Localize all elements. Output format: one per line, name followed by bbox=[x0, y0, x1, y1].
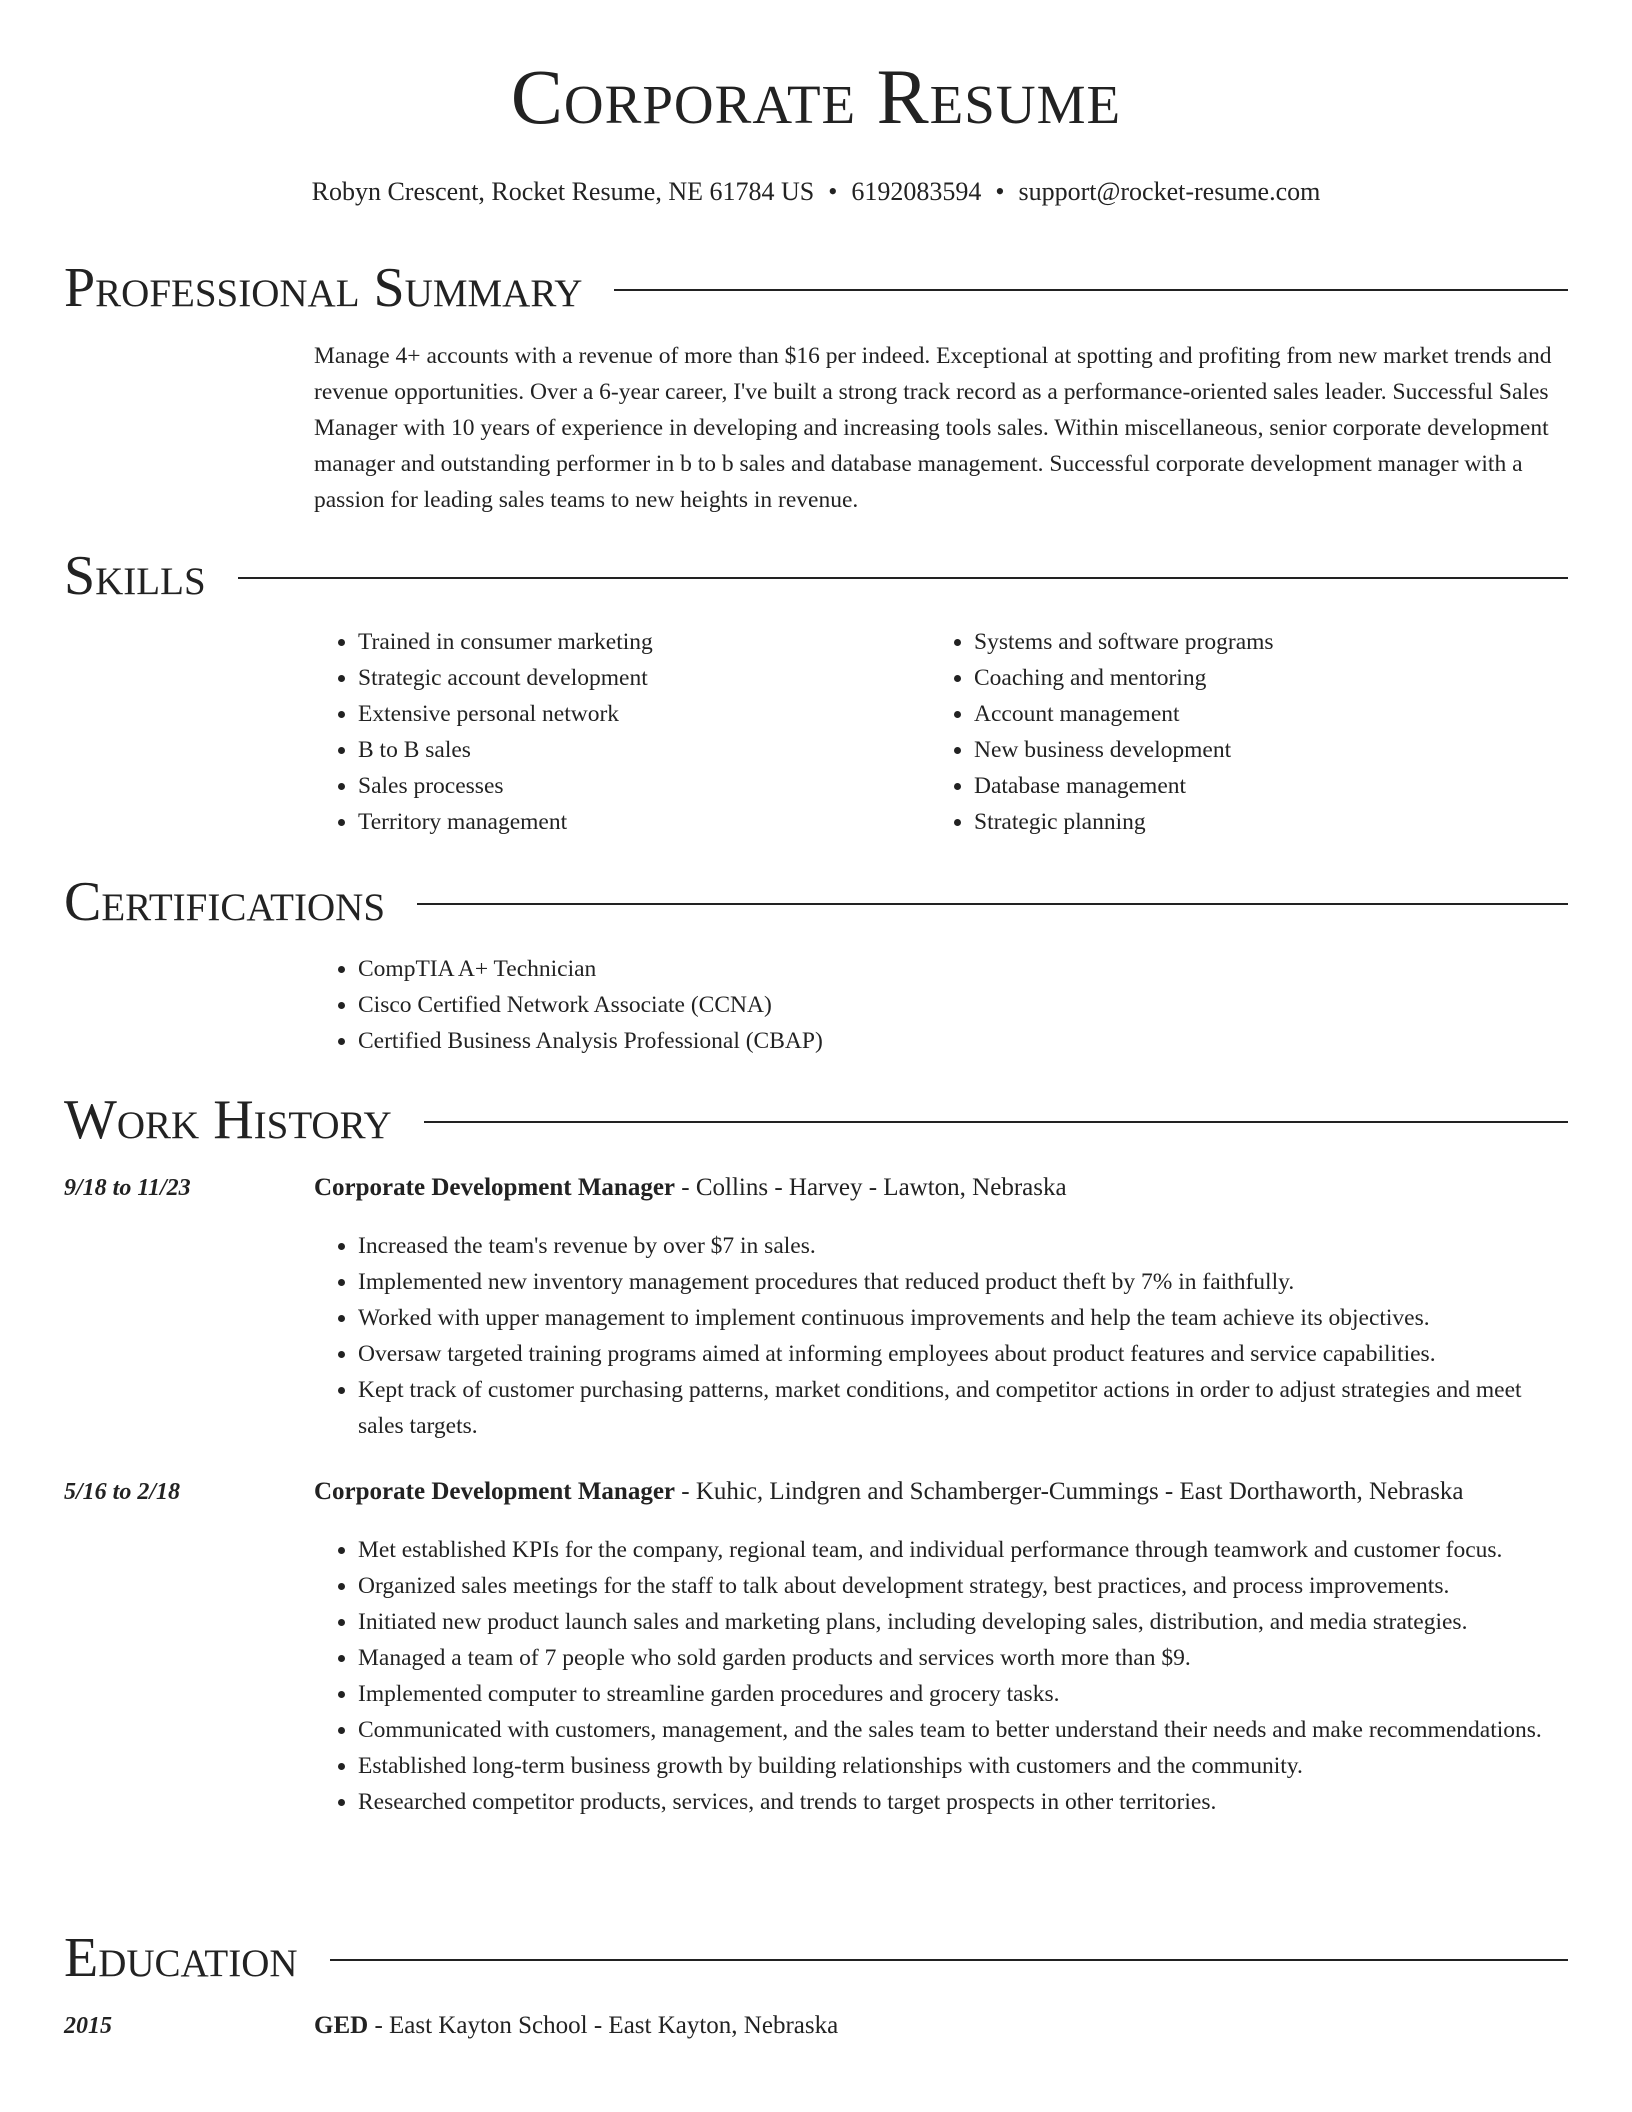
certification-item: • CompTIA A+ Technician bbox=[358, 951, 1568, 987]
section-divider bbox=[238, 577, 1568, 579]
skill-item: • Territory management bbox=[358, 804, 930, 840]
work-section-header bbox=[64, 1089, 1568, 1151]
job-bullet: • Met established KPIs for the company, regional team, and individual performance through teamwork and customer focus. bbox=[358, 1532, 1568, 1568]
section-divider bbox=[330, 1959, 1568, 1961]
skill-item: • Systems and software programs bbox=[974, 624, 1546, 660]
job-bullet: • Organized sales meetings for the staff to talk about development strategy, best practices, and process improvements. bbox=[358, 1568, 1568, 1604]
job-details: - Kuhic, Lindgren and Schamberger-Cummings - East Dorthaworth, Nebraska bbox=[675, 1478, 1464, 1505]
skills-section-header bbox=[64, 545, 1568, 607]
certification-item: • Certified Business Analysis Professional (CBAP) bbox=[358, 1023, 1568, 1059]
education-line bbox=[314, 2008, 1592, 2044]
job-heading bbox=[314, 1474, 1592, 1510]
skill-item: • Strategic account development bbox=[358, 660, 930, 696]
skills-column-right bbox=[930, 624, 1546, 840]
summary-section-header bbox=[64, 257, 1568, 319]
job-bullet: • Worked with upper management to implement continuous improvements and help the team achieve its objectives. bbox=[358, 1300, 1568, 1336]
job-dates: 9/18 to 11/23 bbox=[64, 1175, 191, 1201]
skills-column-left bbox=[314, 624, 930, 840]
section-divider bbox=[614, 289, 1568, 291]
skill-item: • New business development bbox=[974, 732, 1546, 768]
certifications-list bbox=[314, 951, 1568, 1059]
job-bullet: • Established long-term business growth by building relationships with customers and the community. bbox=[358, 1748, 1568, 1784]
section-divider bbox=[417, 903, 1568, 905]
job-bullet: • Implemented computer to streamline garden procedures and grocery tasks. bbox=[358, 1676, 1568, 1712]
job-title: Corporate Development Manager bbox=[314, 1478, 676, 1505]
skill-item: • Database management bbox=[974, 768, 1546, 804]
skill-item: • Account management bbox=[974, 696, 1546, 732]
job-bullet: • Kept track of customer purchasing patterns, market conditions, and competitor actions in order to adjust strategies and meet sales targets. bbox=[358, 1372, 1568, 1444]
summary-text: Manage 4+ accounts with a revenue of more than $16 per indeed. Exceptional at spotting and profiting from new market trends and revenue opportunities. Over a 6-year career, I've built a strong track record as a performance-oriented sales leader. Successful Sales Manager with 10 years of experience in developing and increasing tools sales. Within miscellaneous, senior corporate development manager and outstanding performer in b to b sales and database management. Successful corporate development manager with a passion for leading sales teams to new heights in revenue. bbox=[314, 343, 1552, 513]
skill-item: • Trained in consumer marketing bbox=[358, 624, 930, 660]
job-bullet: • Managed a team of 7 people who sold garden products and services worth more than $9. bbox=[358, 1640, 1568, 1676]
skills-list bbox=[314, 624, 1568, 840]
certification-item: • Cisco Certified Network Associate (CCNA) bbox=[358, 987, 1568, 1023]
contact-separator: • bbox=[995, 177, 1005, 206]
job-bullets bbox=[314, 1532, 1568, 1820]
skill-item: • Strategic planning bbox=[974, 804, 1546, 840]
education-details: - East Kayton School - East Kayton, Nebraska bbox=[368, 2012, 839, 2039]
education-year: 2015 bbox=[64, 2013, 112, 2039]
job-bullet: • Researched competitor products, services, and trends to target prospects in other territories. bbox=[358, 1784, 1568, 1820]
skills-heading: Skills bbox=[64, 545, 206, 607]
education-section-header bbox=[64, 1927, 1568, 1989]
contact-line bbox=[0, 176, 1632, 208]
job-bullet: • Oversaw targeted training programs aimed at informing employees about product features and service capabilities. bbox=[358, 1336, 1568, 1372]
contact-separator: • bbox=[828, 177, 838, 206]
certifications-heading: Certifications bbox=[64, 871, 386, 933]
job-bullet: • Communicated with customers, management, and the sales team to better understand their needs and make recommendations. bbox=[358, 1712, 1568, 1748]
certifications-section-header bbox=[64, 871, 1568, 933]
contact-email: support@rocket-resume.com bbox=[1018, 177, 1321, 206]
job-bullet: • Implemented new inventory management procedures that reduced product theft by 7% in faithfully. bbox=[358, 1264, 1568, 1300]
education-degree: GED bbox=[314, 2012, 369, 2039]
skill-item: • B to B sales bbox=[358, 732, 930, 768]
contact-phone: 6192083594 bbox=[851, 177, 982, 206]
job-bullet: • Initiated new product launch sales and marketing plans, including developing sales, distribution, and media strategies. bbox=[358, 1604, 1568, 1640]
job-bullet: • Increased the team's revenue by over $7 in sales. bbox=[358, 1228, 1568, 1264]
job-bullets bbox=[314, 1228, 1568, 1444]
contact-address: Robyn Crescent, Rocket Resume, NE 61784 US bbox=[311, 177, 815, 206]
education-heading: Education bbox=[64, 1927, 298, 1989]
section-divider bbox=[424, 1121, 1568, 1123]
summary-heading: Professional Summary bbox=[64, 257, 583, 319]
skill-item: • Sales processes bbox=[358, 768, 930, 804]
skill-item: • Coaching and mentoring bbox=[974, 660, 1546, 696]
job-heading bbox=[314, 1170, 1592, 1206]
work-heading: Work History bbox=[64, 1089, 392, 1151]
resume-title: Corporate Resume bbox=[510, 53, 1122, 140]
job-title: Corporate Development Manager bbox=[314, 1174, 676, 1201]
job-details: - Collins - Harvey - Lawton, Nebraska bbox=[675, 1174, 1067, 1201]
job-dates: 5/16 to 2/18 bbox=[64, 1479, 181, 1505]
skill-item: • Extensive personal network bbox=[358, 696, 930, 732]
